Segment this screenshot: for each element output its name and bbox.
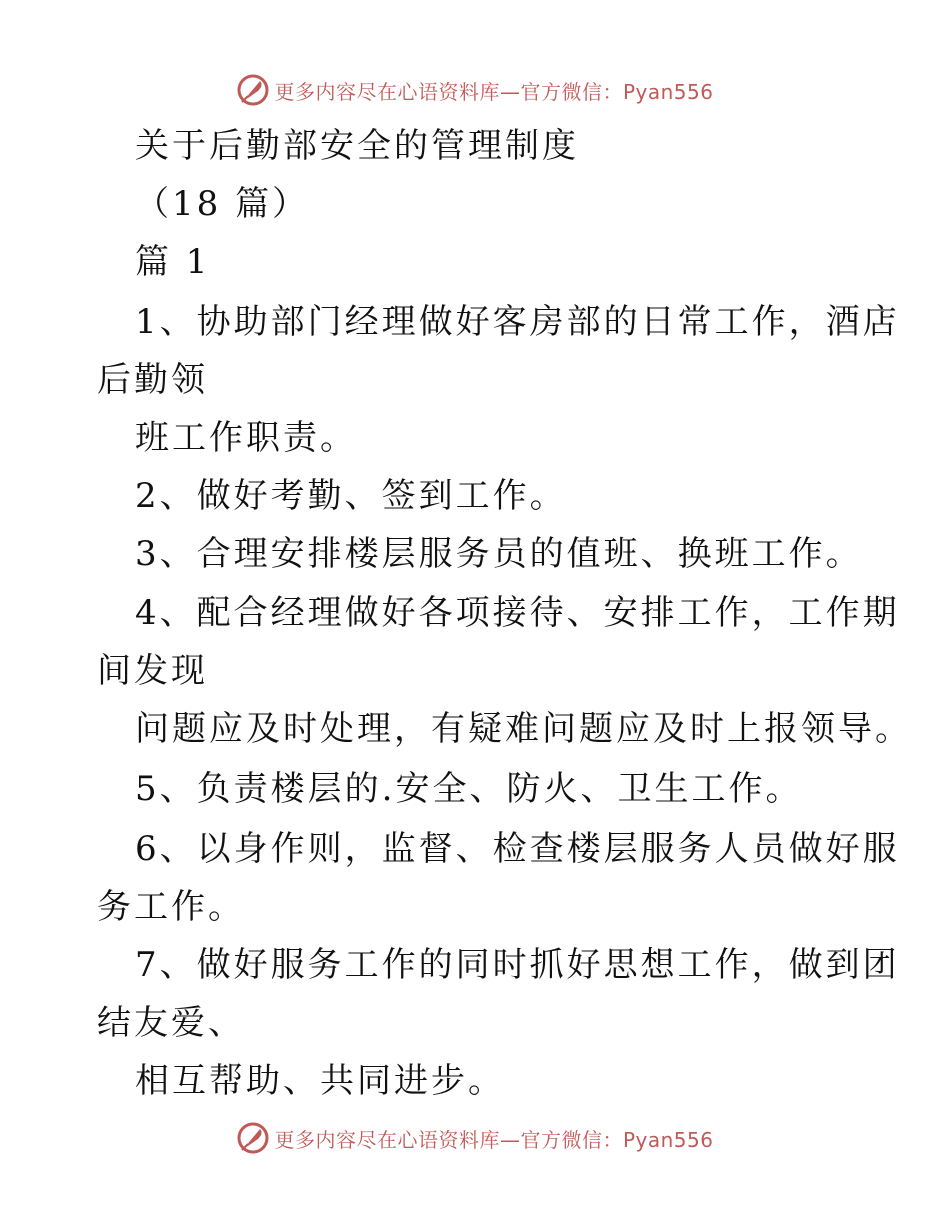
paragraph-line: 结友爱、 xyxy=(97,1003,245,1043)
paragraph-line: 班工作职责。 xyxy=(135,418,357,458)
feather-pen-logo-icon xyxy=(236,73,270,107)
paragraph-line: 5、负责楼层的.安全、防火、卫生工作。 xyxy=(135,769,803,809)
paragraph-line: 4、配合经理做好各项接待、安排工作，工作期 xyxy=(135,593,900,633)
paragraph-line: 7、做好服务工作的同时抓好思想工作，做到团 xyxy=(135,945,900,985)
paragraph-line: 间发现 xyxy=(97,651,208,691)
paragraph-line: 问题应及时处理，有疑难问题应及时上报领导。 xyxy=(135,709,912,749)
paragraph-line: 6、以身作则，监督、检查楼层服务人员做好服 xyxy=(135,829,900,869)
paragraph-line: 相互帮助、共同进步。 xyxy=(135,1061,505,1101)
section-heading: 篇 1 xyxy=(135,242,211,282)
watermark-banner-bottom xyxy=(0,1118,950,1158)
paragraph-line: 2、做好考勤、签到工作。 xyxy=(135,476,567,516)
document-title: 关于后勤部安全的管理制度 xyxy=(135,126,579,166)
paragraph-line: 3、合理安排楼层服务员的值班、换班工作。 xyxy=(135,534,863,574)
paragraph-line: 务工作。 xyxy=(97,887,245,927)
paragraph-line: 1、协助部门经理做好客房部的日常工作，酒店 xyxy=(135,302,900,342)
document-subtitle: （18 篇） xyxy=(135,184,310,224)
feather-pen-logo-icon xyxy=(236,1121,270,1155)
watermark-text: 更多内容尽在心语资料库—官方微信：Pyan556 xyxy=(274,1127,714,1152)
watermark-text: 更多内容尽在心语资料库—官方微信：Pyan556 xyxy=(274,79,714,104)
paragraph-line: 后勤领 xyxy=(97,360,208,400)
watermark-banner-top xyxy=(0,70,950,110)
